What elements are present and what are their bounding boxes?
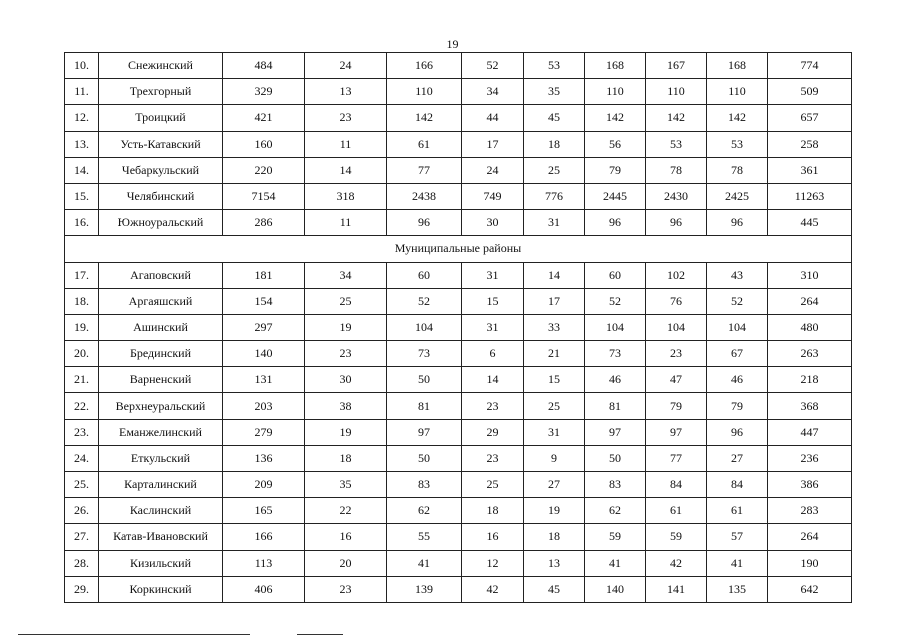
value-cell: 160 [223, 131, 305, 157]
value-cell: 43 [707, 262, 768, 288]
value-cell: 61 [387, 131, 462, 157]
value-cell: 79 [707, 393, 768, 419]
value-cell: 218 [768, 367, 852, 393]
value-cell: 110 [707, 79, 768, 105]
table-row [65, 314, 852, 340]
row-number: 13. [65, 131, 99, 157]
value-cell: 102 [646, 262, 707, 288]
value-cell: 140 [585, 576, 646, 602]
value-cell: 209 [223, 472, 305, 498]
value-cell: 14 [462, 367, 524, 393]
value-cell: 96 [707, 210, 768, 236]
value-cell: 142 [585, 105, 646, 131]
value-cell: 29 [462, 419, 524, 445]
value-cell: 166 [223, 524, 305, 550]
value-cell: 14 [305, 157, 387, 183]
value-cell: 52 [462, 53, 524, 79]
value-cell: 11263 [768, 183, 852, 209]
value-cell: 11 [305, 131, 387, 157]
footnote-rule-short [297, 634, 343, 635]
value-cell: 18 [524, 131, 585, 157]
value-cell: 104 [387, 314, 462, 340]
municipality-name: Аргаяшский [99, 288, 223, 314]
value-cell: 34 [305, 262, 387, 288]
value-cell: 166 [387, 53, 462, 79]
table-row [65, 341, 852, 367]
value-cell: 42 [646, 550, 707, 576]
value-cell: 19 [524, 498, 585, 524]
value-cell: 79 [646, 393, 707, 419]
value-cell: 60 [585, 262, 646, 288]
value-cell: 220 [223, 157, 305, 183]
value-cell: 81 [387, 393, 462, 419]
value-cell: 60 [387, 262, 462, 288]
value-cell: 96 [646, 210, 707, 236]
value-cell: 9 [524, 445, 585, 471]
row-number: 14. [65, 157, 99, 183]
value-cell: 263 [768, 341, 852, 367]
value-cell: 310 [768, 262, 852, 288]
value-cell: 59 [646, 524, 707, 550]
table-row [65, 498, 852, 524]
value-cell: 264 [768, 524, 852, 550]
value-cell: 190 [768, 550, 852, 576]
municipality-name: Чебаркульский [99, 157, 223, 183]
value-cell: 6 [462, 341, 524, 367]
value-cell: 31 [524, 419, 585, 445]
value-cell: 41 [707, 550, 768, 576]
row-number: 22. [65, 393, 99, 419]
value-cell: 35 [305, 472, 387, 498]
value-cell: 55 [387, 524, 462, 550]
value-cell: 17 [524, 288, 585, 314]
table-row [65, 524, 852, 550]
value-cell: 61 [646, 498, 707, 524]
table-row [65, 183, 852, 209]
value-cell: 181 [223, 262, 305, 288]
row-number: 16. [65, 210, 99, 236]
value-cell: 19 [305, 419, 387, 445]
municipality-name: Коркинский [99, 576, 223, 602]
value-cell: 61 [707, 498, 768, 524]
value-cell: 57 [707, 524, 768, 550]
value-cell: 23 [305, 105, 387, 131]
value-cell: 45 [524, 576, 585, 602]
value-cell: 30 [462, 210, 524, 236]
value-cell: 53 [707, 131, 768, 157]
value-cell: 16 [305, 524, 387, 550]
municipality-name: Еткульский [99, 445, 223, 471]
table-row [65, 445, 852, 471]
value-cell: 509 [768, 79, 852, 105]
value-cell: 264 [768, 288, 852, 314]
row-number: 28. [65, 550, 99, 576]
row-number: 20. [65, 341, 99, 367]
value-cell: 386 [768, 472, 852, 498]
value-cell: 62 [585, 498, 646, 524]
value-cell: 297 [223, 314, 305, 340]
value-cell: 13 [524, 550, 585, 576]
value-cell: 42 [462, 576, 524, 602]
municipality-name: Верхнеуральский [99, 393, 223, 419]
value-cell: 279 [223, 419, 305, 445]
value-cell: 283 [768, 498, 852, 524]
value-cell: 41 [585, 550, 646, 576]
value-cell: 76 [646, 288, 707, 314]
value-cell: 62 [387, 498, 462, 524]
value-cell: 23 [305, 341, 387, 367]
value-cell: 20 [305, 550, 387, 576]
value-cell: 25 [462, 472, 524, 498]
table-row [65, 131, 852, 157]
value-cell: 447 [768, 419, 852, 445]
value-cell: 142 [646, 105, 707, 131]
footnote-rule [18, 634, 250, 635]
table-row [65, 79, 852, 105]
value-cell: 83 [585, 472, 646, 498]
table-row [65, 576, 852, 602]
value-cell: 47 [646, 367, 707, 393]
table-row [65, 393, 852, 419]
municipality-name: Варненский [99, 367, 223, 393]
value-cell: 154 [223, 288, 305, 314]
value-cell: 318 [305, 183, 387, 209]
municipality-name: Снежинский [99, 53, 223, 79]
value-cell: 97 [646, 419, 707, 445]
municipality-name: Брединский [99, 341, 223, 367]
value-cell: 45 [524, 105, 585, 131]
value-cell: 749 [462, 183, 524, 209]
value-cell: 73 [387, 341, 462, 367]
value-cell: 56 [585, 131, 646, 157]
value-cell: 53 [646, 131, 707, 157]
value-cell: 18 [305, 445, 387, 471]
value-cell: 110 [585, 79, 646, 105]
value-cell: 96 [707, 419, 768, 445]
table-body [65, 53, 852, 603]
value-cell: 104 [585, 314, 646, 340]
row-number: 25. [65, 472, 99, 498]
value-cell: 27 [707, 445, 768, 471]
value-cell: 2438 [387, 183, 462, 209]
value-cell: 25 [305, 288, 387, 314]
value-cell: 361 [768, 157, 852, 183]
row-number: 26. [65, 498, 99, 524]
value-cell: 203 [223, 393, 305, 419]
value-cell: 78 [646, 157, 707, 183]
value-cell: 24 [462, 157, 524, 183]
municipality-name: Каслинский [99, 498, 223, 524]
value-cell: 16 [462, 524, 524, 550]
value-cell: 104 [646, 314, 707, 340]
row-number: 11. [65, 79, 99, 105]
value-cell: 33 [524, 314, 585, 340]
value-cell: 2425 [707, 183, 768, 209]
value-cell: 329 [223, 79, 305, 105]
table-row [65, 157, 852, 183]
value-cell: 23 [646, 341, 707, 367]
value-cell: 142 [387, 105, 462, 131]
value-cell: 23 [305, 576, 387, 602]
value-cell: 131 [223, 367, 305, 393]
value-cell: 15 [462, 288, 524, 314]
row-number: 10. [65, 53, 99, 79]
value-cell: 14 [524, 262, 585, 288]
municipality-name: Усть-Катавский [99, 131, 223, 157]
value-cell: 2445 [585, 183, 646, 209]
value-cell: 167 [646, 53, 707, 79]
value-cell: 46 [585, 367, 646, 393]
value-cell: 78 [707, 157, 768, 183]
table-row [65, 53, 852, 79]
value-cell: 52 [585, 288, 646, 314]
value-cell: 236 [768, 445, 852, 471]
value-cell: 17 [462, 131, 524, 157]
value-cell: 59 [585, 524, 646, 550]
municipality-name: Еманжелинский [99, 419, 223, 445]
value-cell: 168 [707, 53, 768, 79]
table-row [65, 105, 852, 131]
value-cell: 774 [768, 53, 852, 79]
value-cell: 141 [646, 576, 707, 602]
municipality-name: Трехгорный [99, 79, 223, 105]
value-cell: 484 [223, 53, 305, 79]
value-cell: 31 [524, 210, 585, 236]
value-cell: 34 [462, 79, 524, 105]
value-cell: 44 [462, 105, 524, 131]
row-number: 29. [65, 576, 99, 602]
value-cell: 31 [462, 262, 524, 288]
value-cell: 52 [387, 288, 462, 314]
value-cell: 30 [305, 367, 387, 393]
value-cell: 19 [305, 314, 387, 340]
municipality-name: Катав-Ивановский [99, 524, 223, 550]
value-cell: 50 [585, 445, 646, 471]
municipality-name: Карталинский [99, 472, 223, 498]
page-number: 19 [446, 37, 459, 51]
table-row [65, 288, 852, 314]
table-row [65, 550, 852, 576]
row-number: 18. [65, 288, 99, 314]
row-number: 15. [65, 183, 99, 209]
value-cell: 25 [524, 393, 585, 419]
value-cell: 35 [524, 79, 585, 105]
value-cell: 7154 [223, 183, 305, 209]
value-cell: 25 [524, 157, 585, 183]
value-cell: 18 [462, 498, 524, 524]
value-cell: 110 [646, 79, 707, 105]
value-cell: 104 [707, 314, 768, 340]
municipal-data-table [64, 52, 852, 603]
row-number: 17. [65, 262, 99, 288]
value-cell: 286 [223, 210, 305, 236]
value-cell: 142 [707, 105, 768, 131]
row-number: 23. [65, 419, 99, 445]
value-cell: 657 [768, 105, 852, 131]
value-cell: 421 [223, 105, 305, 131]
value-cell: 139 [387, 576, 462, 602]
row-number: 21. [65, 367, 99, 393]
value-cell: 12 [462, 550, 524, 576]
value-cell: 53 [524, 53, 585, 79]
value-cell: 77 [387, 157, 462, 183]
value-cell: 52 [707, 288, 768, 314]
value-cell: 96 [387, 210, 462, 236]
value-cell: 84 [646, 472, 707, 498]
municipality-name: Кизильский [99, 550, 223, 576]
municipality-name: Южноуральский [99, 210, 223, 236]
value-cell: 135 [707, 576, 768, 602]
value-cell: 73 [585, 341, 646, 367]
section-header-row [65, 236, 852, 262]
value-cell: 18 [524, 524, 585, 550]
value-cell: 23 [462, 445, 524, 471]
table-row [65, 210, 852, 236]
table-row [65, 472, 852, 498]
value-cell: 31 [462, 314, 524, 340]
value-cell: 24 [305, 53, 387, 79]
table-row [65, 262, 852, 288]
value-cell: 168 [585, 53, 646, 79]
value-cell: 165 [223, 498, 305, 524]
value-cell: 11 [305, 210, 387, 236]
value-cell: 21 [524, 341, 585, 367]
table-row [65, 419, 852, 445]
value-cell: 136 [223, 445, 305, 471]
value-cell: 445 [768, 210, 852, 236]
value-cell: 38 [305, 393, 387, 419]
value-cell: 2430 [646, 183, 707, 209]
municipality-name: Агаповский [99, 262, 223, 288]
value-cell: 776 [524, 183, 585, 209]
value-cell: 84 [707, 472, 768, 498]
row-number: 27. [65, 524, 99, 550]
value-cell: 77 [646, 445, 707, 471]
value-cell: 46 [707, 367, 768, 393]
row-number: 19. [65, 314, 99, 340]
value-cell: 642 [768, 576, 852, 602]
municipality-name: Челябинский [99, 183, 223, 209]
value-cell: 79 [585, 157, 646, 183]
value-cell: 406 [223, 576, 305, 602]
value-cell: 67 [707, 341, 768, 367]
value-cell: 50 [387, 445, 462, 471]
row-number: 12. [65, 105, 99, 131]
value-cell: 50 [387, 367, 462, 393]
value-cell: 81 [585, 393, 646, 419]
value-cell: 13 [305, 79, 387, 105]
municipality-name: Ашинский [99, 314, 223, 340]
value-cell: 27 [524, 472, 585, 498]
value-cell: 480 [768, 314, 852, 340]
value-cell: 83 [387, 472, 462, 498]
table-row [65, 367, 852, 393]
value-cell: 113 [223, 550, 305, 576]
municipality-name: Троицкий [99, 105, 223, 131]
value-cell: 96 [585, 210, 646, 236]
value-cell: 110 [387, 79, 462, 105]
section-header-label: Муниципальные районы [65, 236, 852, 262]
value-cell: 97 [585, 419, 646, 445]
value-cell: 258 [768, 131, 852, 157]
value-cell: 97 [387, 419, 462, 445]
value-cell: 15 [524, 367, 585, 393]
value-cell: 41 [387, 550, 462, 576]
value-cell: 368 [768, 393, 852, 419]
row-number: 24. [65, 445, 99, 471]
value-cell: 23 [462, 393, 524, 419]
value-cell: 22 [305, 498, 387, 524]
value-cell: 140 [223, 341, 305, 367]
